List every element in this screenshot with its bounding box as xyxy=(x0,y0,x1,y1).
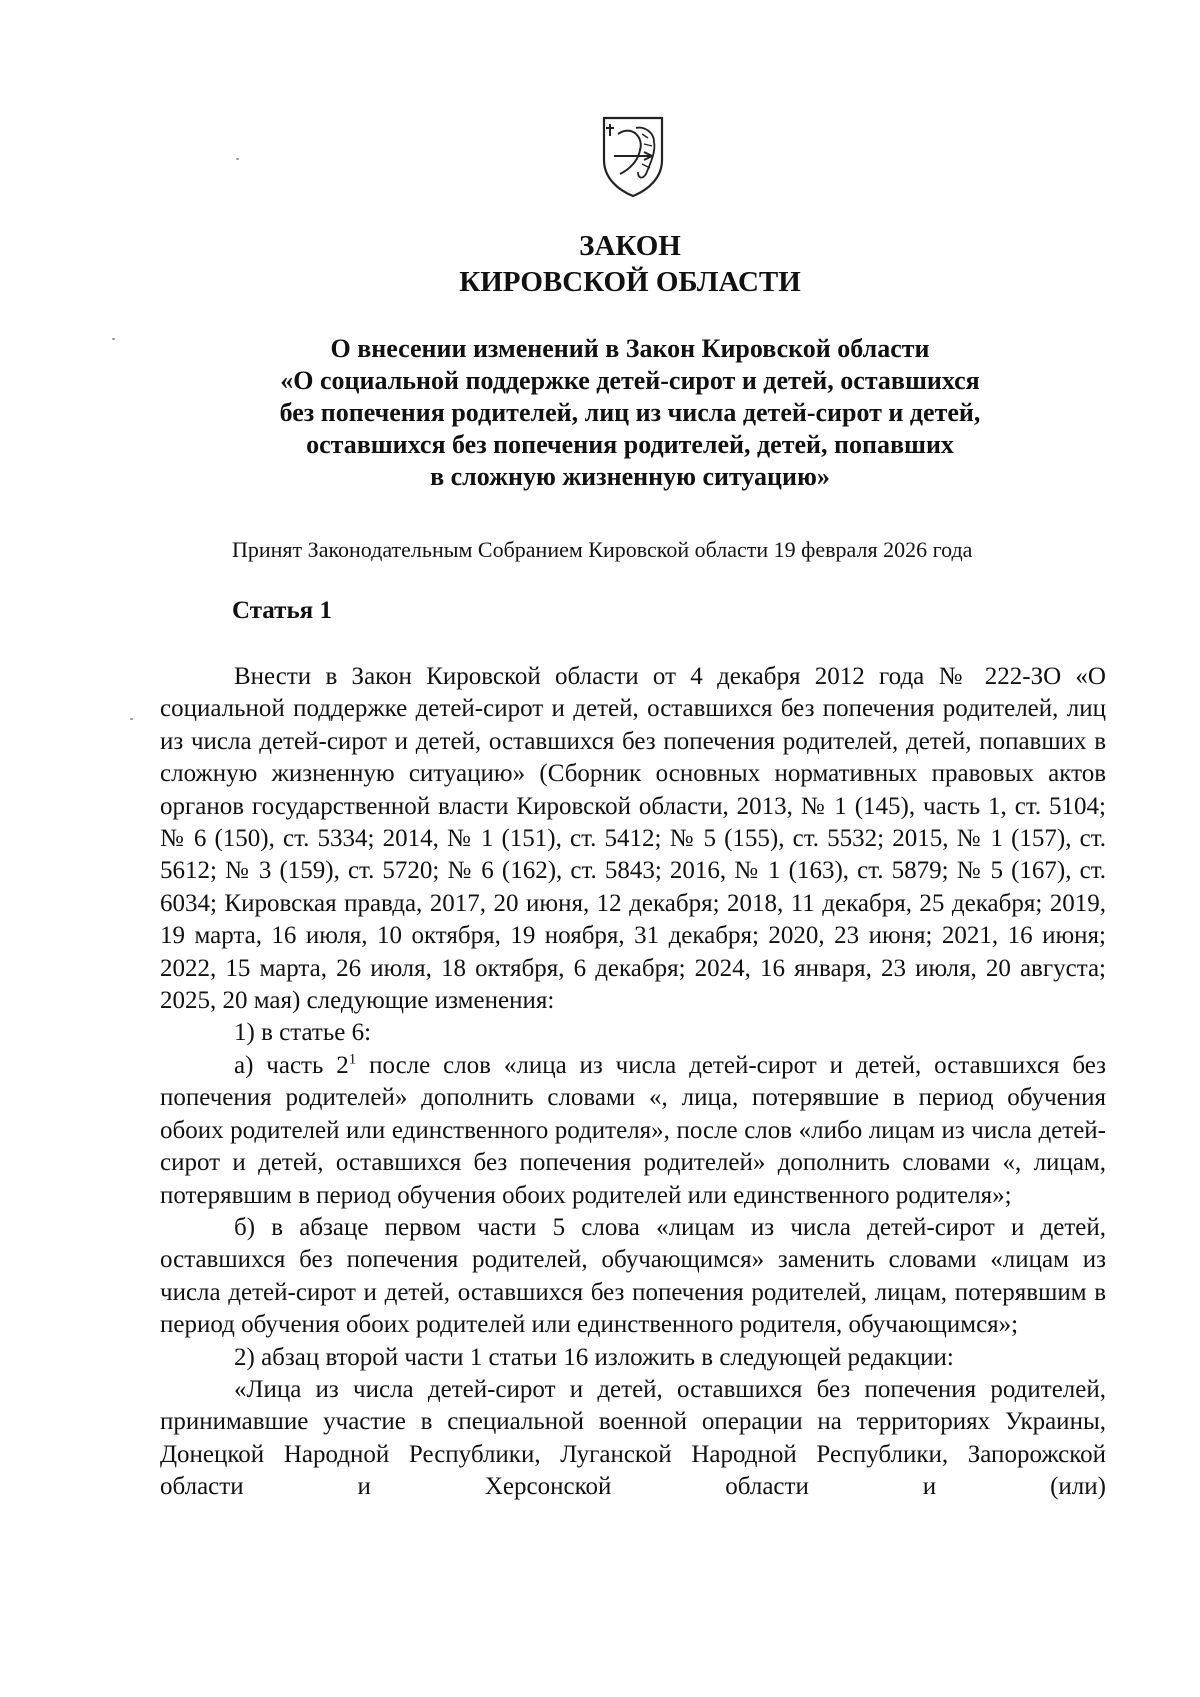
item-1a-superscript: 1 xyxy=(348,1051,357,1068)
scan-speck xyxy=(112,338,115,340)
item-2: 2) абзац второй части 1 статьи 16 изложить в следующей редакции: xyxy=(234,1343,954,1371)
subtitle-line: без попечения родителей, лиц из числа детей-сирот и детей, xyxy=(279,398,981,427)
article-body xyxy=(160,661,1106,1504)
subtitle-line: «О социальной поддержке детей-сирот и детей, оставшихся xyxy=(280,366,980,395)
scan-speck xyxy=(236,158,239,160)
item-1a xyxy=(160,1050,1106,1212)
article-heading: Статья 1 xyxy=(232,597,332,624)
subtitle-line: оставшихся без попечения родителей, детей, попавших xyxy=(306,430,954,459)
coat-of-arms-icon xyxy=(598,114,668,200)
item-1: 1) в статье 6: xyxy=(234,1019,372,1047)
law-title xyxy=(150,228,1110,300)
item-1b: б) в абзаце первом части 5 слова «лицам из числа детей-сирот и детей, оставшихся без попечения родителей, обучающимся» заменить словами «лицам из числа детей-сирот и детей, оставшихся без попечения родителей, лицам, потерявшим в период обучения обоих родителей или единственного родителя, обучающимся»; xyxy=(160,1213,1106,1339)
quote-paragraph: «Лица из числа детей-сирот и детей, оставшихся без попечения родителей, принимавшие участие в специальной военной операции на территориях Украины, Донецкой Народной Республики, Луганской Народной Республики, Запорожской области и Херсонской области и (или) xyxy=(160,1375,1106,1501)
law-title-line: ЗАКОН xyxy=(579,230,681,262)
subtitle-line: О внесении изменений в Закон Кировской области xyxy=(330,334,930,363)
subtitle-line: в сложную жизненную ситуацию» xyxy=(430,462,830,491)
adoption-line: Принят Законодательным Собранием Кировской области 19 февраля 2026 года xyxy=(232,537,973,562)
law-subtitle xyxy=(150,333,1110,493)
intro-paragraph: Внести в Закон Кировской области от 4 декабря 2012 года № 222-ЗО «О социальной поддержке детей-сирот и детей, оставшихся без попечения родителей, лиц из числа детей-сирот и детей, оставшихся без попечения родителей, детей, попавших в сложную жизненную ситуацию» (Сборник основных нормативных правовых актов органов государственной власти Кировской области, 2013, № 1 (145), часть 1, ст. 5104; № 6 (150), ст. 5334; 2014, № 1 (151), ст. 5412; № 5 (155), ст. 5532; 2015, № 1 (157), ст. 5612; № 3 (159), ст. 5720; № 6 (162), ст. 5843; 2016, № 1 (163), ст. 5879; № 5 (167), ст. 6034; Кировская правда, 2017, 20 июня, 12 декабря; 2018, 11 декабря, 25 декабря; 2019, 19 марта, 16 июля, 10 октября, 19 ноября, 31 декабря; 2020, 23 июня; 2021, 16 июня; 2022, 15 марта, 26 июля, 18 октября, 6 декабря; 2024, 16 января, 23 июля, 20 августа; 2025, 20 мая) следующие изменения: xyxy=(160,663,1106,1015)
scan-speck xyxy=(130,718,133,720)
item-1a-start: а) часть 2 xyxy=(234,1051,349,1079)
item-1a-text: после слов «лица из числа детей-сирот и детей, оставшихся без попечения родителей» дополнить словами «, лица, потерявшие в период обучения обоих родителей или единственного родителя», после слов «либо лицам из числа детей-сирот и детей, оставшихся без попечения родителей» дополнить словами «, лицам, потерявшим в период обучения обоих родителей или единственного родителя»; xyxy=(160,1051,1107,1209)
law-title-line: КИРОВСКОЙ ОБЛАСТИ xyxy=(459,266,801,298)
